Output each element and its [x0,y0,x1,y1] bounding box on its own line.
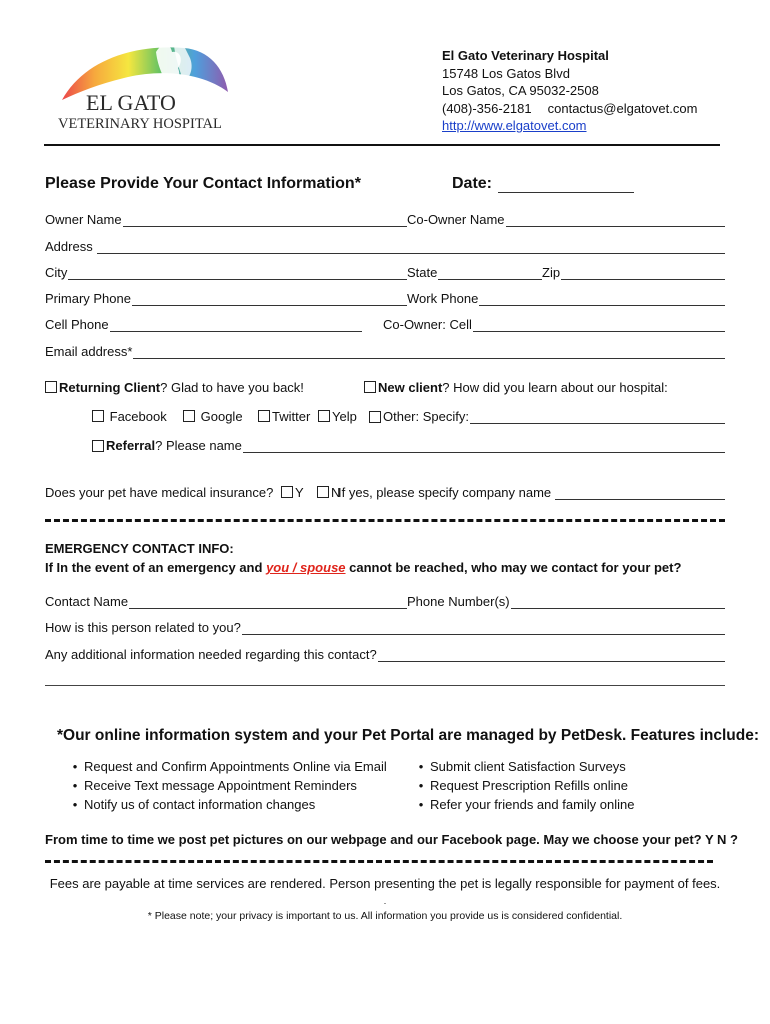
rainbow-cat-logo-icon [44,38,244,138]
additional-info-line-2[interactable] [45,685,725,686]
source-google[interactable] [183,409,243,424]
insurance-question-text: Does your pet have medical insurance? [45,485,274,500]
section-divider-2 [45,860,713,863]
referral-checkbox[interactable] [92,440,104,452]
state-label: State [407,265,438,280]
cell-phone-label: Cell Phone [45,317,109,332]
state-field[interactable] [407,265,542,280]
work-phone-field[interactable] [407,291,725,306]
insurance-company-field[interactable] [338,485,725,500]
list-item: • Receive Text message Appointment Reminders [66,776,387,795]
dot-mark: . [383,896,387,906]
co-owner-name-field[interactable] [407,212,725,227]
petdesk-features-right [412,757,635,814]
petdesk-heading: *Our online information system and your Pet Portal are managed by PetDesk. Features include: [57,727,759,744]
list-item: • Request and Confirm Appointments Online via Email [66,757,387,776]
referral-text: ? Please name [155,438,242,453]
returning-client-option[interactable] [45,380,304,395]
photo-permission-question: From time to time we post pet pictures on our webpage and our Facebook page. May we choose your pet? Y N ? [45,832,738,847]
other-label: Other: Specify: [383,409,469,424]
new-client-text: ? How did you learn about our hospital: [442,380,668,395]
work-phone-label: Work Phone [407,291,479,306]
insurance-question [45,485,340,500]
phone-numbers-label: Phone Number(s) [407,594,510,609]
primary-phone-field[interactable] [45,291,407,306]
hospital-city: Los Gatos, CA 95032-2508 [442,83,599,98]
contact-name-label: Contact Name [45,594,129,609]
fees-notice: Fees are payable at time services are rendered. Person presenting the pet is legally responsible for payment of fees. [49,876,721,891]
yelp-checkbox[interactable] [318,410,330,422]
hospital-name: El Gato Veterinary Hospital [442,48,609,63]
other-checkbox[interactable] [369,411,381,423]
source-facebook[interactable] [92,409,167,424]
petdesk-features-left [66,757,387,814]
insurance-no-label: N [331,485,341,500]
hospital-street: 15748 Los Gatos Blvd [442,65,570,81]
address-label: Address [45,239,93,254]
phone-numbers-field[interactable] [407,594,725,609]
yelp-label: Yelp [332,409,357,424]
email-label: Email address* [45,344,133,359]
contact-name-field[interactable] [45,594,407,609]
owner-name-label: Owner Name [45,212,122,227]
google-checkbox[interactable] [183,410,195,422]
city-field[interactable] [45,265,407,280]
google-label: Google [200,409,243,424]
list-item: • Notify us of contact information changes [66,795,387,814]
insurance-yes-label: Y [294,485,304,500]
emergency-question-red: you / spouse [266,560,346,575]
list-item: • Request Prescription Refills online [412,776,635,795]
insurance-yes-checkbox[interactable] [281,486,293,498]
date-field[interactable] [452,175,634,193]
date-label: Date: [452,175,493,192]
new-client-label: New client [378,380,443,395]
emergency-question [45,560,681,575]
returning-client-checkbox[interactable] [45,381,57,393]
source-twitter[interactable] [258,409,310,424]
relation-label: How is this person related to you? [45,620,241,635]
emergency-question-end: cannot be reached, who may we contact for your pet? [345,560,682,575]
svg-text:EL GATO: EL GATO [86,90,176,115]
hospital-logo [44,38,244,138]
section-divider-1 [45,519,725,522]
source-other-field[interactable] [369,409,725,424]
co-owner-cell-field[interactable] [383,317,725,332]
hospital-email: contactus@elgatovet.com [547,100,698,116]
hospital-phone: (408)-356-2181 [442,100,532,116]
address-field[interactable] [45,239,725,254]
form-heading: Please Provide Your Contact Information* [45,175,361,192]
hospital-contact-line [442,100,697,118]
facebook-label: Facebook [109,409,167,424]
zip-field[interactable] [542,265,725,280]
owner-name-field[interactable] [45,212,407,227]
additional-info-field[interactable] [45,647,725,662]
city-label: City [45,265,68,280]
cell-phone-field[interactable] [45,317,362,332]
hospital-website-link[interactable]: http://www.elgatovet.com [442,118,587,133]
source-yelp[interactable] [318,409,357,424]
referral-field[interactable] [92,438,725,453]
relation-field[interactable] [45,620,725,635]
hospital-info [442,47,697,135]
privacy-note: * Please note; your privacy is important to us. All information you provide us is considered confidential. [147,910,623,922]
primary-phone-label: Primary Phone [45,291,131,306]
new-client-checkbox[interactable] [364,381,376,393]
new-client-option[interactable] [364,380,668,395]
emergency-question-start: If In the event of an emergency and [45,560,267,575]
insurance-no-checkbox[interactable] [317,486,329,498]
list-item: • Submit client Satisfaction Surveys [412,757,635,776]
twitter-checkbox[interactable] [258,410,270,422]
zip-label: Zip [542,265,561,280]
co-owner-name-label: Co-Owner Name [407,212,505,227]
referral-label: Referral [106,438,156,453]
email-field[interactable] [45,344,725,359]
insurance-company-label: If yes, please specify company name [338,485,552,500]
facebook-checkbox[interactable] [92,410,104,422]
returning-client-label: Returning Client [59,380,161,395]
header-divider [44,144,720,146]
list-item: • Refer your friends and family online [412,795,635,814]
svg-text:VETERINARY HOSPITAL: VETERINARY HOSPITAL [58,116,222,132]
emergency-title: EMERGENCY CONTACT INFO: [45,541,234,556]
co-owner-cell-label: Co-Owner: Cell [383,317,472,332]
additional-info-label: Any additional information needed regarding this contact? [45,647,377,662]
returning-client-text: ? Glad to have you back! [160,380,304,395]
twitter-label: Twitter [272,409,311,424]
